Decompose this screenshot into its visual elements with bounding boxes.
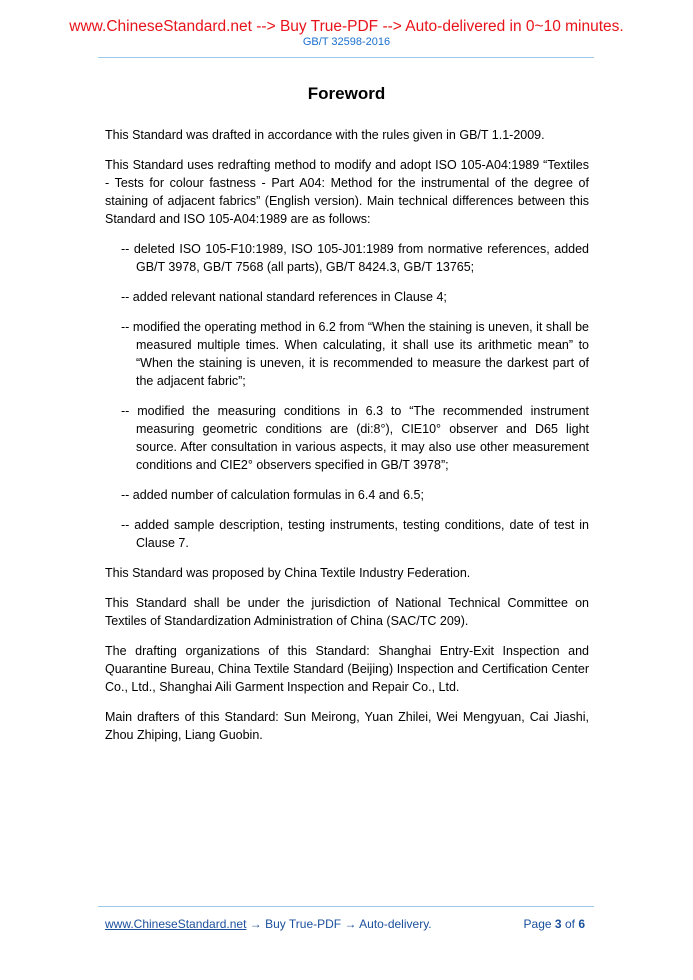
- list-item: -- deleted ISO 105-F10:1989, ISO 105-J01:1989 from normative references, added GB/T 3978, GB/T 7568 (all parts), GB/T 8424.3, GB/T 13765;: [121, 242, 589, 274]
- page-of: of: [564, 917, 575, 931]
- standard-number: GB/T 32598-2016: [302, 36, 391, 48]
- buy-text: Buy True-PDF: [265, 917, 342, 931]
- paragraph-drafting-organizations: The drafting organizations of this Standard: Shanghai Entry-Exit Inspection and Quarantine Bureau, China Textile Standard (Beijing) Inspection and Certification Center Co., Ltd., Shanghai Aili Garment Inspection and Repair Co., Ltd.: [105, 644, 589, 694]
- header-divider: [98, 57, 594, 58]
- page-footer: [105, 916, 585, 932]
- differences-list: [105, 240, 589, 552]
- paragraph-drafting-rules: This Standard was drafted in accordance with the rules given in GB/T 1.1-2009.: [105, 128, 545, 142]
- page-total: 6: [578, 917, 585, 931]
- paragraph-jurisdiction: This Standard shall be under the jurisdiction of National Technical Committee on Textiles of Standardization Administration of China (SAC/TC 209).: [105, 596, 589, 628]
- page-current: 3: [554, 917, 562, 931]
- page-number: [524, 916, 585, 932]
- list-item: -- modified the operating method in 6.2 from “When the staining is uneven, it shall be measured multiple times. When calculating, it shall use its arithmetic mean” to “When the staining is uneven, it is recommended to measure the darkest part of the adjacent fabric”;: [121, 320, 589, 388]
- list-item: -- modified the measuring conditions in 6.3 to “The recommended instrument measuring geometric conditions are (di:8°), CIE10° observer and D65 light source. After consultation in various aspects, it may also use other measurement conditions and CIE2° observers specified in GB/T 3978”;: [121, 404, 589, 472]
- arrow-right-icon: →: [344, 917, 357, 931]
- delivery-text: Auto-delivery.: [359, 917, 432, 931]
- footer-divider: [98, 906, 594, 907]
- list-item: -- added number of calculation formulas in 6.4 and 6.5;: [121, 488, 424, 502]
- arrow-right-icon: →: [249, 917, 262, 931]
- paragraph-redrafting-method: This Standard uses redrafting method to modify and adopt ISO 105-A04:1989 “Textiles - Tests for colour fastness - Part A04: Method for the instrumental of the degree of staining of adjacent fabrics” (English version). Main technical differences between this Standard and ISO 105-A04:1989 are as follows:: [105, 158, 589, 226]
- page-title: Foreword: [307, 84, 386, 103]
- website-link[interactable]: www.ChineseStandard.net: [105, 917, 247, 931]
- promo-banner: www.ChineseStandard.net --> Buy True-PDF --> Auto-delivered in 0~10 minutes.: [69, 18, 624, 35]
- document-body: [105, 126, 589, 756]
- page-label: Page: [523, 917, 552, 931]
- paragraph-proposed-by: This Standard was proposed by China Textile Industry Federation.: [105, 566, 471, 580]
- list-item: -- added relevant national standard references in Clause 4;: [121, 290, 447, 304]
- list-item: -- added sample description, testing instruments, testing conditions, date of test in Clause 7.: [121, 518, 589, 550]
- paragraph-main-drafters: Main drafters of this Standard: Sun Meirong, Yuan Zhilei, Wei Mengyuan, Cai Jiashi, Zhou Zhiping, Liang Guobin.: [105, 710, 589, 742]
- footer-links: [105, 916, 432, 932]
